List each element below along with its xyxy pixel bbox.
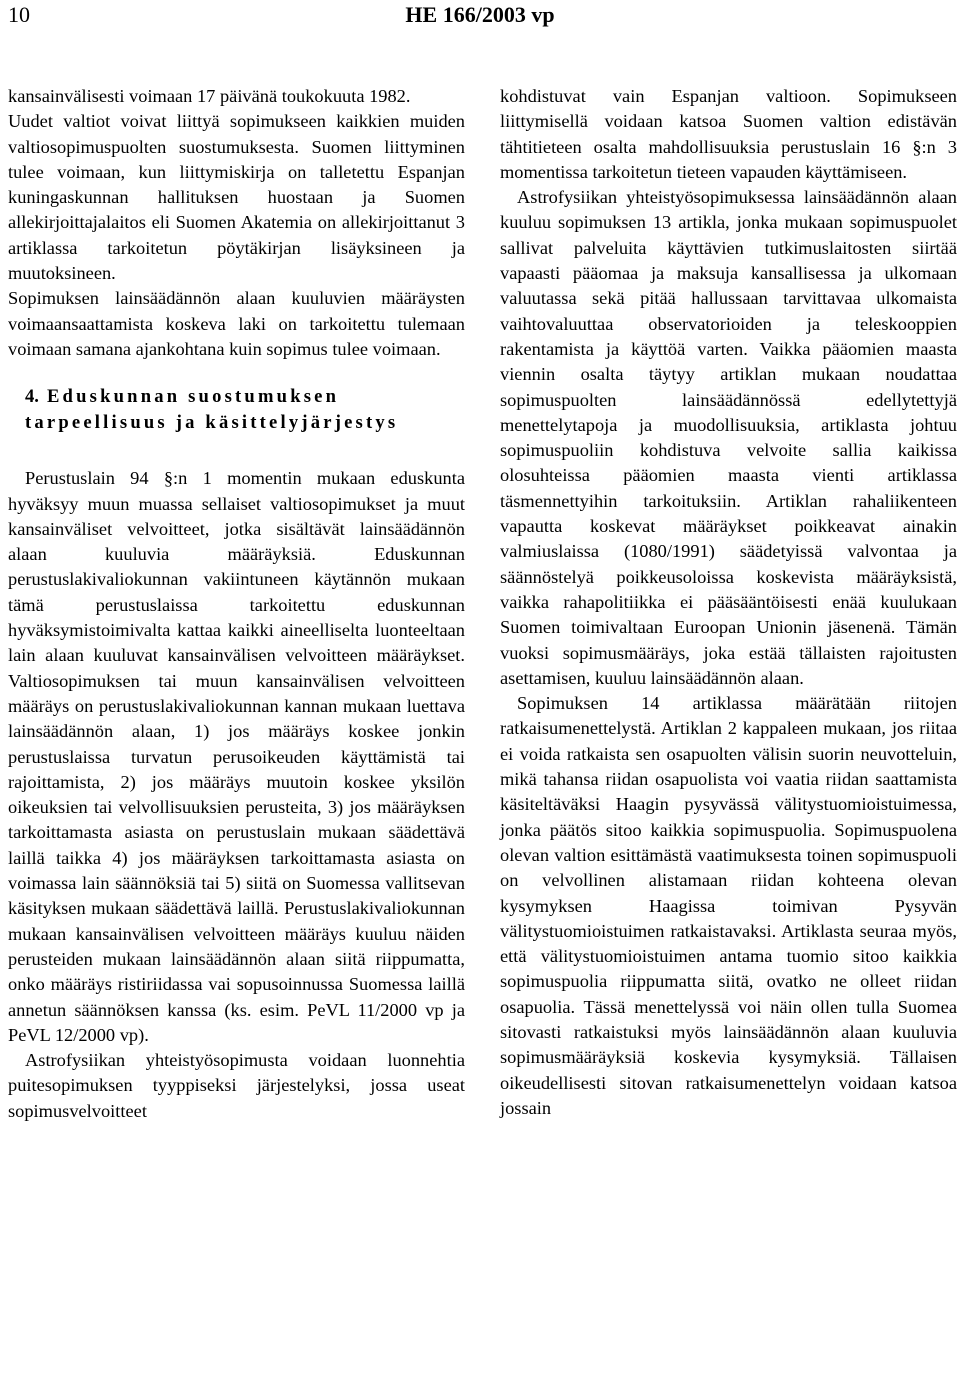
section-title: Eduskunnan suostumuksen tarpeellisuus ja käsittelyjärjestys — [25, 386, 399, 434]
paragraph: Perustuslain 94 §:n 1 momentin mukaan eduskunta hyväksyy muun muassa sellaiset valtiosopimukset ja muut kansainväliset velvoitteet, jotka sisältävät lainsäädännön alaan kuuluvia määräyksiä. Eduskunnan perustuslakivaliokunnan vakiintuneen käytännön mukaan tämä perustuslaissa tarkoitettu eduskunnan hyväksymistoimivalta kattaa kaikki aineelliselta luonteeltaan lain alaan kuuluvat kansainvälisen velvoitteen määräykset. Valtiosopimuksen tai muun kansainvälisen velvoitteen määräys on perustuslakivaliokunnan kannan mukaan luettava lainsäädännön alaan, 1) jos määräys koskee jonkin perustuslaissa turvatun perusoikeuden käyttämistä tai rajoittamista, 2) jos määräys muutoin koskee yksilön oikeuksien tai velvollisuuksien perusteita, 3) jos määräyksen tarkoittamasta asiasta on perustuslain mukaan säädettävä laillä taikka 4) jos määräyksen tarkoittamasta asiasta on voimassa lain säännöksiä tai 5) siitä on Suomessa vallitsevan käsityksen mukaan säädettävä laillä. Perustuslakivaliokunnan mukaan kansainvälisen velvoitteen määräys kuuluu näiden perusteiden mukaan lainsäädännön alaan siitä riippumatta, onko määräys ristiriidassa vai sopusoinnussa Suomessa laillä annetun säännöksen kanssa (ks. esim. PeVL 11/2000 vp ja PeVL 12/2000 vp). — [8, 468, 465, 1045]
page-number: 10 — [8, 2, 30, 27]
paragraph: kansainvälisesti voimaan 17 päivänä toukokuuta 1982. — [8, 86, 411, 106]
right-column — [500, 84, 957, 1121]
paragraph: Sopimuksen lainsäädännön alaan kuuluvien määräysten voimaansaattamista koskeva laki on tarkoitettu tulemaan voimaan samana ajankohtana kuin sopimus tulee voimaan. — [8, 288, 465, 359]
section-heading — [8, 384, 465, 436]
paragraph: Astrofysiikan yhteistyösopimusta voidaan luonnehtia puitesopimuksen tyyppiseksi järjestelyksi, jossa useat sopimusvelvoitteet — [8, 1050, 465, 1121]
left-column — [8, 84, 465, 1124]
paragraph: Sopimuksen 14 artiklassa määrätään riitojen ratkaisumenettelystä. Artiklan 2 kappaleen mukaan, jos riitaa ei voida ratkaista sen osapuolten välisin suorin neuvotteluin, mikä tahansa riidan osapuolista voi vaatia riidan saattamista käsiteltäväksi Haagin pysyvässä välitystuomioistuimessa, jonka päätös sitoo kaikkia sopimuspuolia. Sopimuspuolena olevan valtion esittämästä vaatimuksesta toinen sopimuspuoli on velvollinen alistamaan riidan kohteena olevan kysymyksen Haagissa toimivan Pysyvän välitystuomioistuimen ratkaistavaksi. Artiklasta seuraa myös, että välitystuomioistuimen antama tuomio sitoo kaikkia sopimuspuolia riippumatta siitä, ovatko ne olleet riidan osapuolia. Tässä menettelyssä voi näin ollen tulla Suomea sitovasti ratkaistuksi myös lainsäädännön alaan kuuluvia sopimusmääräyksiä koskevia kysymyksiä. Tällaisen oikeudellisesti sitovan ratkaisumenettelyn voidaan katsoa jossain — [500, 693, 957, 1118]
document-id: HE 166/2003 vp — [405, 2, 555, 27]
paragraph: Uudet valtiot voivat liittyä sopimukseen kaikkien muiden valtiosopimuspuolten suostumuksesta. Suomen liittyminen tulee voimaan, kun liittymiskirja on talletettu Espanjan kuningaskunnan hallituksen huostaan ja Suomen allekirjoittajalaitos eli Suomen Akatemia on allekirjoittanut 3 artiklassa tarkoitetun pöytäkirjan lisäyksineen ja muutoksineen. — [8, 111, 465, 284]
page-header — [0, 0, 960, 36]
section-number: 4. — [25, 386, 39, 408]
paragraph: Astrofysiikan yhteistyösopimuksessa lainsäädännön alaan kuuluu sopimuksen 13 artikla, jonka mukaan sopimuspuolet sallivat palveluita käyttävien tutkimuslaitosten siirtää vapaasti pääomaa ja maksuja kansallisessa ja ulkomaan valuutassa sekä pitää hallussaan tarvittavaa ulkomaista vaihtovaluuttaa observatorioiden ja teleskooppien rakentamista ja käyttöä varten. Vaikka pääomien maasta viennin osalta täytyy artiklan mukaan noudattaa sopimuspuolten lainsäädännössä edellytettyjä menettelytapoja ja muodollisuuksia, artiklasta johtuu sopimuspuoliin kohdistuva velvoite sallia kaikissa olosuhteissa pääomien maasta vienti artiklassa täsmennettyihin tarkoituksiin. Artiklan rahaliikenteen vapautta koskevat määräykset poikkeavat ainakin valmiuslaissa (1080/1991) säädetyissä valvontaa ja säännöstelyä poikkeusoloissa koskevista määräyksistä, vaikka rahapolitiikka ei pääsääntöisesti enää kuulukaan Suomen toimivaltaan Euroopan Unionin jäsenenä. Tämän vuoksi sopimusmääräys, joka estää tällaisten rajoitusten asettamisen, kuuluu lainsäädännön alaan. — [500, 187, 957, 688]
paragraph: kohdistuvat vain Espanjan valtioon. Sopimukseen liittymisellä voidaan katsoa Suomen valtion edistävän tähtitieteen osalta mahdollisuuksia perustuslain 16 §:n 3 momentissa tarkoitetun tieteen vapauden käyttämiseen. — [500, 86, 957, 182]
